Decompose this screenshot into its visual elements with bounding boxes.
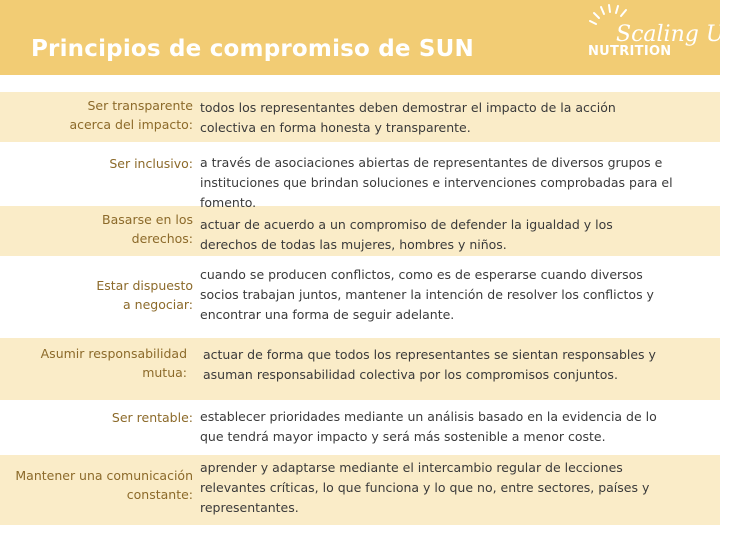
principle-text-7: aprender y adaptarse mediante el intercambio regular de lecciones relevantes críticas, lo que funciona y lo que no, entre sectores, países y representantes. (200, 460, 650, 515)
principle-text-6: establecer prioridades mediante un análisis basado en la evidencia de lo que tendrá mayor impacto y será más sostenible a menor coste. (200, 409, 657, 444)
principle-label-7: Mantener una comunicación constante: (15, 468, 193, 502)
principle-text-3: actuar de acuerdo a un compromiso de defender la igualdad y los derechos de todas las mujeres, hombres y niños. (200, 217, 613, 252)
principle-text-1: todos los representantes deben demostrar el impacto de la acción colectiva en forma honesta y transparente. (200, 100, 616, 135)
principle-label-2: Ser inclusivo: (109, 156, 193, 171)
principle-label-1: Ser transparente acerca del impacto: (69, 98, 193, 132)
principle-text-5: actuar de forma que todos los representantes se sientan responsables y asuman responsabilidad colectiva por los compromisos conjuntos. (203, 347, 656, 382)
principle-label-6: Ser rentable: (111, 410, 193, 425)
page-title: Principios de compromiso de SUN (31, 36, 475, 62)
principle-text-4: cuando se producen conflictos, como es de esperarse cuando diversos socios trabajan juntos, mantener la intención de resolver los conflictos y encontrar una forma de seguir adelante. (200, 267, 654, 322)
principle-label-5: Asumir responsabilidad mutua: (40, 346, 187, 380)
scaling-up-nutrition-logo (582, 4, 738, 62)
principle-label-3: Basarse en los derechos: (102, 212, 193, 246)
logo-word-text: NUTRITION (588, 44, 672, 59)
principle-text-2: a través de asociaciones abiertas de representantes de diversos grupos e instituciones que brindan soluciones e intervenciones comprobadas para el fomento. (200, 155, 673, 210)
principle-label-4: Estar dispuesto a negociar: (96, 278, 193, 312)
logo-script-text: Scaling Up (616, 22, 738, 47)
